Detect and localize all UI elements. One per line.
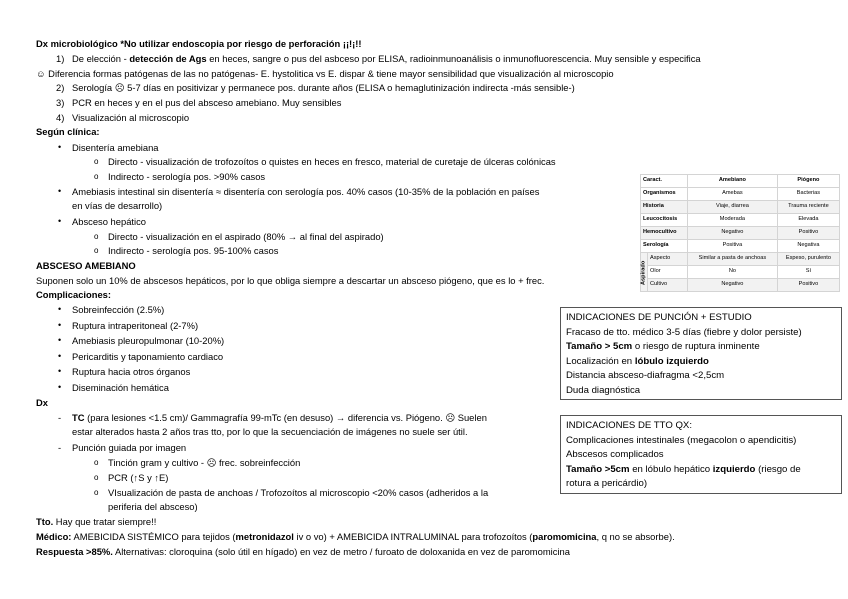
table-cell: Sí: [777, 266, 839, 279]
list-item: Indirecto - serología pos. 95-100% casos: [108, 245, 279, 256]
table-row: [641, 240, 840, 253]
list-item: Diseminación hemática: [72, 381, 169, 393]
circle-bullet-icon: o: [94, 172, 99, 181]
table-cell: Aspecto: [648, 253, 688, 266]
table-cell: Olor: [648, 266, 688, 279]
table-cell: Positivo: [777, 279, 839, 292]
table-cell: Negativo: [687, 227, 777, 240]
dash-bullet-icon: -: [58, 412, 62, 423]
bullet-icon: •: [58, 350, 62, 361]
table-cell: Espeso, purulento: [777, 253, 839, 266]
table-row: [641, 266, 840, 279]
box-line: Complicaciones intestinales (megacolon o apendicitis): [566, 434, 797, 446]
table-row: [641, 201, 840, 214]
circle-bullet-icon: o: [94, 473, 99, 482]
tto-respuesta: Respuesta >85%. Alternativas: cloroquina (solo útil en hígado) en vez de metro / furoato de doloxanida en vez de paromomicina: [36, 546, 570, 557]
list-item-cont: en vías de desarrollo): [72, 200, 163, 211]
list-item: TC (para lesiones <1.5 cm)/ Gammagrafía 99-mTc (en desuso) → diferencia vs. Piógeno. ☹ Suelen: [72, 412, 487, 423]
box-line: Abscesos complicados: [566, 449, 664, 461]
table-cell: Historia: [641, 201, 688, 214]
smile-note: ☺ Diferencia formas patógenas de las no patógenas- E. hystolitica vs E. dispar & tiene mayor sensibilidad que visualización al microscopio: [36, 68, 614, 79]
table-cell: Hemocultivo: [641, 227, 688, 240]
table-header-row: [641, 175, 840, 188]
bullet-icon: •: [58, 319, 62, 330]
table-cell: Cultivo: [648, 279, 688, 292]
table-row: [641, 227, 840, 240]
table-cell: Negativa: [777, 240, 839, 253]
table-cell: Positivo: [777, 227, 839, 240]
list-item: Directo - visualización en el aspirado (80% → al final del aspirado): [108, 231, 384, 242]
circle-bullet-icon: o: [94, 232, 99, 241]
list-item: Amebiasis pleuropulmonar (10-20%): [72, 335, 225, 346]
table-cell: Negativo: [687, 279, 777, 292]
table-cell: Elevada: [777, 214, 839, 227]
table-row: [641, 253, 840, 266]
table-cell: Viaje, diarrea: [687, 201, 777, 214]
table-cell: Leucocitosis: [641, 214, 688, 227]
circle-bullet-icon: o: [94, 458, 99, 467]
circle-bullet-icon: o: [94, 246, 99, 255]
list-item: VIsualización de pasta de anchoas / Trofozoítos al microscopio <20% casos (adheridos a la: [108, 487, 489, 498]
box-line: Distancia absceso-diafragma <2,5cm: [566, 370, 725, 382]
bullet-icon: •: [58, 216, 62, 226]
bullet-icon: •: [58, 366, 62, 376]
table-row: [641, 214, 840, 227]
table-row: [641, 279, 840, 292]
list-item: Amebiasis intestinal sin disentería ≈ disentería con serología pos. 40% casos (10-35% de la población en países: [72, 186, 540, 197]
table-body: [641, 188, 840, 292]
list-item: Disentería amebiana: [72, 142, 159, 153]
table-cell: Positiva: [687, 240, 777, 253]
bullet-icon: •: [58, 186, 62, 196]
section-title-clinica: Según clínica:: [36, 126, 100, 137]
table-cell: Moderada: [687, 214, 777, 227]
bullet-icon: •: [58, 335, 62, 345]
list-number: 2): [56, 82, 65, 93]
box-title: INDICACIONES DE PUNCIÓN + ESTUDIO: [566, 312, 752, 323]
table-header: Caract.: [641, 175, 688, 188]
bullet-icon: •: [58, 142, 62, 152]
list-item-cont: estar alterados hasta 2 años tras tto, por lo que la secuenciación de imágenes no suele ser útil.: [72, 426, 468, 437]
list-number: 3): [56, 97, 65, 108]
list-item-cont: periferia del absceso): [108, 501, 198, 512]
box-line: rotura a pericárdio): [566, 478, 648, 490]
table-header: Piógeno: [777, 175, 839, 188]
list-item: De elección - detección de Ags en heces, sangre o pus del asbceso por ELISA, radioinmunoanálisis o inmunofluorescencia. Muy sensible y especifica: [72, 53, 701, 64]
section-title-dx-micro: Dx microbiológico *No utilizar endoscopia por riesgo de perforación ¡¡!¡!!: [36, 38, 362, 49]
paragraph: Suponen solo un 10% de abscesos hepáticos, por lo que obliga siempre a descartar un absceso piógeno, que es lo + frec.: [36, 275, 545, 286]
list-item: Ruptura intraperitoneal (2-7%): [72, 319, 199, 331]
box-title: INDICACIONES DE TTO QX:: [566, 420, 692, 431]
table-cell: Trauma reciente: [777, 201, 839, 214]
tto-line: Tto. Hay que tratar siempre!!: [36, 516, 157, 527]
box-indicaciones-qx: [560, 415, 842, 494]
bullet-icon: •: [58, 304, 62, 314]
table-cell: Serología: [641, 240, 688, 253]
box-line: Fracaso de tto. médico 3-5 días (fiebre y dolor persiste): [566, 326, 802, 338]
tto-medico: Médico: AMEBICIDA SISTÉMICO para tejidos (metronidazol iv o vo) + AMEBICIDA INTRALUMINAL para trofozoítos (paromomicina, q no se absorbe).: [36, 531, 675, 542]
table-cell: Organismos: [641, 188, 688, 201]
box-line: Tamaño >5cm en lóbulo hepático izquierdo (riesgo de: [566, 463, 801, 475]
table-row: [641, 188, 840, 201]
circle-bullet-icon: o: [94, 157, 99, 166]
box-line: Tamaño > 5cm o riesgo de ruptura inminente: [566, 341, 760, 353]
table-cell: Similar a pasta de anchoas: [687, 253, 777, 266]
list-item: Visualización al microscopio: [72, 112, 190, 123]
table-group-label: Aspirado: [641, 253, 648, 292]
list-item: Absceso hepático: [72, 216, 147, 227]
section-title-absceso: ABSCESO AMEBIANO: [36, 260, 136, 271]
list-item: Pericarditis y taponamiento cardiaco: [72, 350, 224, 362]
section-title-complicaciones: Complicaciones:: [36, 289, 112, 300]
list-item: PCR (↑S y ↑E): [108, 472, 169, 483]
table-cell: Amebas: [687, 188, 777, 201]
bullet-icon: •: [58, 381, 62, 392]
list-item: Sobreinfección (2.5%): [72, 304, 165, 315]
list-item: Serología ☹ 5-7 días en positivizar y permanece pos. durante años (ELISA o hemaglutinización indirecta -más sensible-): [72, 82, 575, 93]
dash-bullet-icon: -: [58, 442, 62, 453]
list-item: Tinción gram y cultivo - ☹ frec. sobreinfección: [108, 457, 301, 468]
box-line: Duda diagnóstica: [566, 384, 641, 396]
list-item: PCR en heces y en el pus del absceso amebiano. Muy sensibles: [72, 97, 342, 108]
list-number: 1): [56, 53, 65, 64]
circle-bullet-icon: o: [94, 488, 99, 497]
list-item: Punción guiada por imagen: [72, 442, 187, 453]
list-item: Directo - visualización de trofozoítos o quistes en heces en fresco, material de curetaje de úlceras colónicas: [108, 156, 556, 167]
list-item: Indirecto - serología pos. >90% casos: [108, 171, 266, 182]
box-indicaciones-puncion: [560, 307, 842, 400]
comparison-table: [640, 174, 840, 292]
section-title-dx: Dx: [36, 397, 48, 408]
table-cell: No: [687, 266, 777, 279]
list-item: Ruptura hacia otros órganos: [72, 366, 191, 377]
list-number: 4): [56, 112, 65, 123]
box-line: Localización en lóbulo izquierdo: [566, 355, 709, 367]
table-header: Amebiano: [687, 175, 777, 188]
table-cell: Bacterias: [777, 188, 839, 201]
